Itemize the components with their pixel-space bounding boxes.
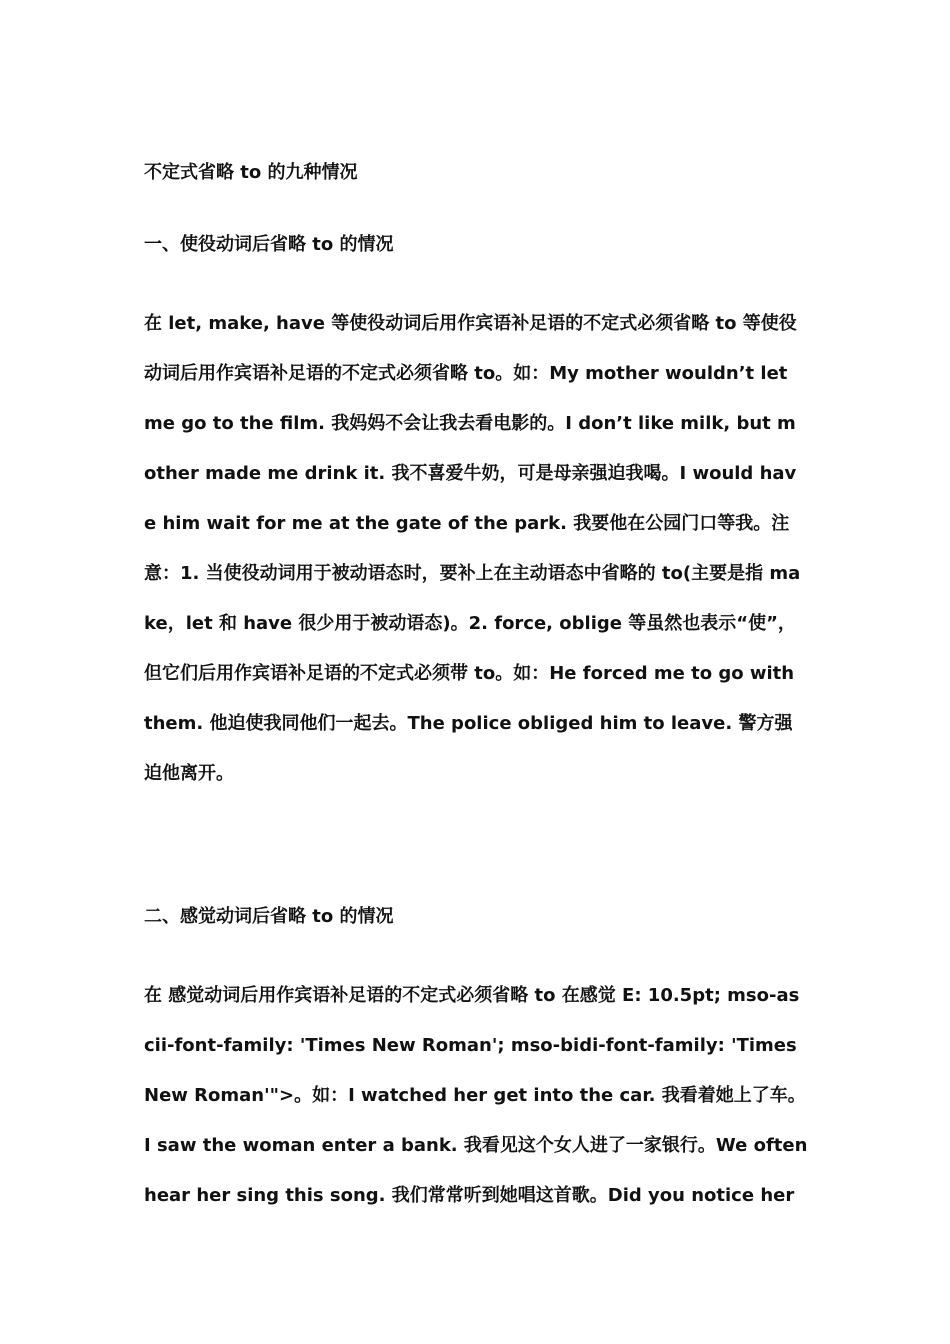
section-body-causative-verbs: 在 let, make, have 等使役动词后用作宾语补足语的不定式必须省略 to 等使役动词后用作宾语补足语的不定式必须省略 to。如：My mother wouldn’t let me go to the film. 我妈妈不会让我去看电影的。I don’t like milk, but mother made me drink it. 我不喜爱牛奶，可是母亲强迫我喝。I would have him wait for me at the gate of the park. 我要他在公园门口等我。注意：1. 当使役动词用于被动语态时，要补上在主动语态中省略的 to(主要是指 make，let 和 have 很少用于被动语态)。2. force, oblige 等虽然也表示“使”，但它们后用作宾语补足语的不定式必须带 to。如：He forced me to go with them. 他迫使我同他们一起去。The police obliged him to leave. 警方强迫他离开。 bbox=[144, 313, 801, 784]
section-spacer bbox=[144, 799, 808, 899]
document-title: 不定式省略 to 的九种情况 bbox=[144, 162, 358, 183]
section-body-perception-verbs: 在 感觉动词后用作宾语补足语的不定式必须省略 to 在感觉 E: 10.5pt; mso-ascii-font-family: 'Times New Roman'; mso-bidi-font-family: 'Times New Roman'">。如：I watched her get into the car. 我看着她上了车。I saw the woman enter a bank. 我看见这个女人进了一家银行。We often hear her sing this song. 我们常常听到她唱这首歌。Did you notice her bbox=[144, 985, 808, 1206]
section-heading-perception-verbs: 二、感觉动词后省略 to 的情况 bbox=[144, 906, 394, 927]
document-content bbox=[144, 155, 808, 1221]
section-heading-causative-verbs: 一、使役动词后省略 to 的情况 bbox=[144, 234, 394, 255]
